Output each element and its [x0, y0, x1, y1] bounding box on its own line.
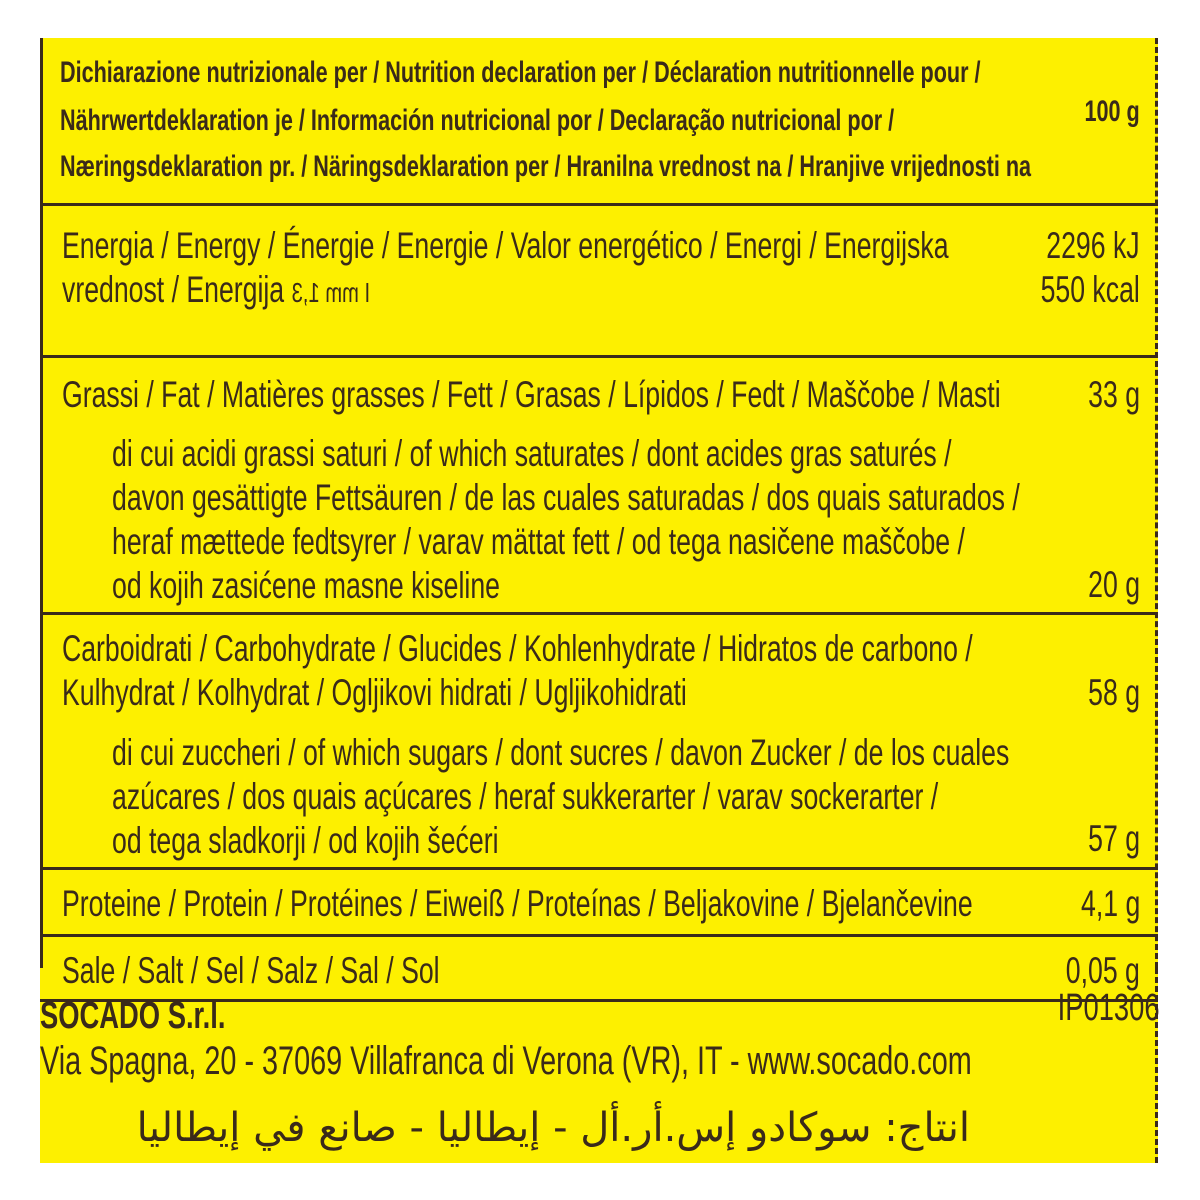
sugars-line-3: od tega sladkorji / od kojih šećeri — [112, 820, 499, 861]
sugars-label — [112, 731, 1200, 863]
salt-value-text: 0,05 g — [1065, 950, 1140, 991]
protein-label — [62, 882, 1200, 926]
carbohydrate-line-1: Carboidrati / Carbohydrate / Glucides / Kohlenhydrate / Hidratos de carbono / — [62, 628, 973, 669]
sugars-line-2: azúcares / dos quais açúcares / heraf sukkerarter / varav sockerarter / — [112, 776, 939, 817]
salt-label — [62, 949, 586, 993]
saturates-value-text: 20 g — [1088, 564, 1140, 605]
saturates-line-4: od kojih zasićene masne kiseline — [112, 565, 500, 606]
saturates-line-3: heraf mættede fedtsyrer / varav mättat fett / od tega nasičene maščobe / — [112, 521, 965, 562]
fat-value — [1068, 373, 1140, 417]
product-code — [1018, 986, 1160, 1030]
header-line-2: Nährwertdeklaration je / Información nutricional por / Declaração nutricional por / — [60, 104, 895, 137]
company-name — [40, 994, 298, 1038]
saturates-line-1: di cui acidi grassi saturi / of which saturates / dont acides gras saturés / — [112, 433, 952, 474]
dimension-mark: I mm 1,3 — [291, 277, 370, 308]
saturates-label — [112, 432, 1200, 608]
sugars-value-text: 57 g — [1088, 818, 1140, 859]
fat-label — [62, 373, 1200, 417]
company-address-text: Via Spagna, 20 - 37069 Villafranca di Verona (VR), IT - www.socado.com — [40, 1039, 972, 1083]
arabic-origin-line: انتاج: سوكادو إس.أر.أل - إيطاليا - صانع في إيطاليا — [136, 1105, 970, 1151]
carbohydrate-line-2: Kulhydrat / Kolhydrat / Ogljikovi hidrati / Ugljikohidrati — [62, 672, 687, 713]
company-address — [40, 1038, 1200, 1084]
energy-label-line-2-text: vrednost / Energija — [62, 269, 285, 310]
energy-values — [1002, 224, 1140, 312]
protein-label-text: Proteine / Protein / Protéines / Eiweiß / Proteínas / Beljakovine / Bjelančevine — [62, 883, 973, 924]
energy-kcal-value: 550 kcal — [1040, 269, 1140, 310]
saturates-line-2: davon gesättigte Fettsäuren / de las cuales saturadas / dos quais saturados / — [112, 477, 1020, 518]
salt-row — [40, 934, 1158, 1002]
carbohydrate-value-text: 58 g — [1088, 672, 1140, 713]
energy-row — [40, 203, 1158, 358]
energy-kj-value: 2296 kJ — [1046, 225, 1140, 266]
protein-row — [40, 867, 1158, 937]
energy-label-line-2 — [62, 268, 370, 315]
product-code-text: IP01306 — [1058, 987, 1160, 1029]
carbohydrate-value — [1068, 671, 1140, 715]
header-line-1: Dichiarazione nutrizionale per / Nutrition declaration per / Déclaration nutritionnelle pour / — [60, 56, 981, 89]
carbohydrate-label — [62, 627, 1200, 715]
fat-value-text: 33 g — [1088, 374, 1140, 415]
saturates-value — [1068, 563, 1140, 607]
nutrition-label — [40, 38, 1158, 1163]
fat-row — [40, 355, 1158, 615]
salt-label-text: Sale / Salt / Sel / Salz / Sal / Sol — [62, 950, 440, 991]
protein-value-text: 4,1 g — [1080, 883, 1140, 924]
sugars-value — [1068, 817, 1140, 861]
company-name-text: SOCADO S.r.l. — [40, 995, 226, 1037]
header-line-3: Næringsdeklaration pr. / Näringsdeklaration per / Hranilna vrednost na / Hranjive vrijednosti na — [60, 150, 1032, 183]
energy-label-line-1: Energia / Energy / Énergie / Energie / Valor energético / Energi / Energijska — [62, 225, 949, 266]
header-section — [40, 38, 1158, 206]
fat-label-text: Grassi / Fat / Matières grasses / Fett / Grasas / Lípidos / Fedt / Maščobe / Masti — [62, 374, 1001, 415]
sugars-line-1: di cui zuccheri / of which sugars / dont sucres / davon Zucker / de los cuales — [112, 732, 1010, 773]
header-per-amount: 100 g — [1084, 95, 1140, 128]
carbohydrate-row — [40, 612, 1158, 867]
protein-value — [1058, 882, 1140, 926]
header-text — [60, 56, 1200, 184]
